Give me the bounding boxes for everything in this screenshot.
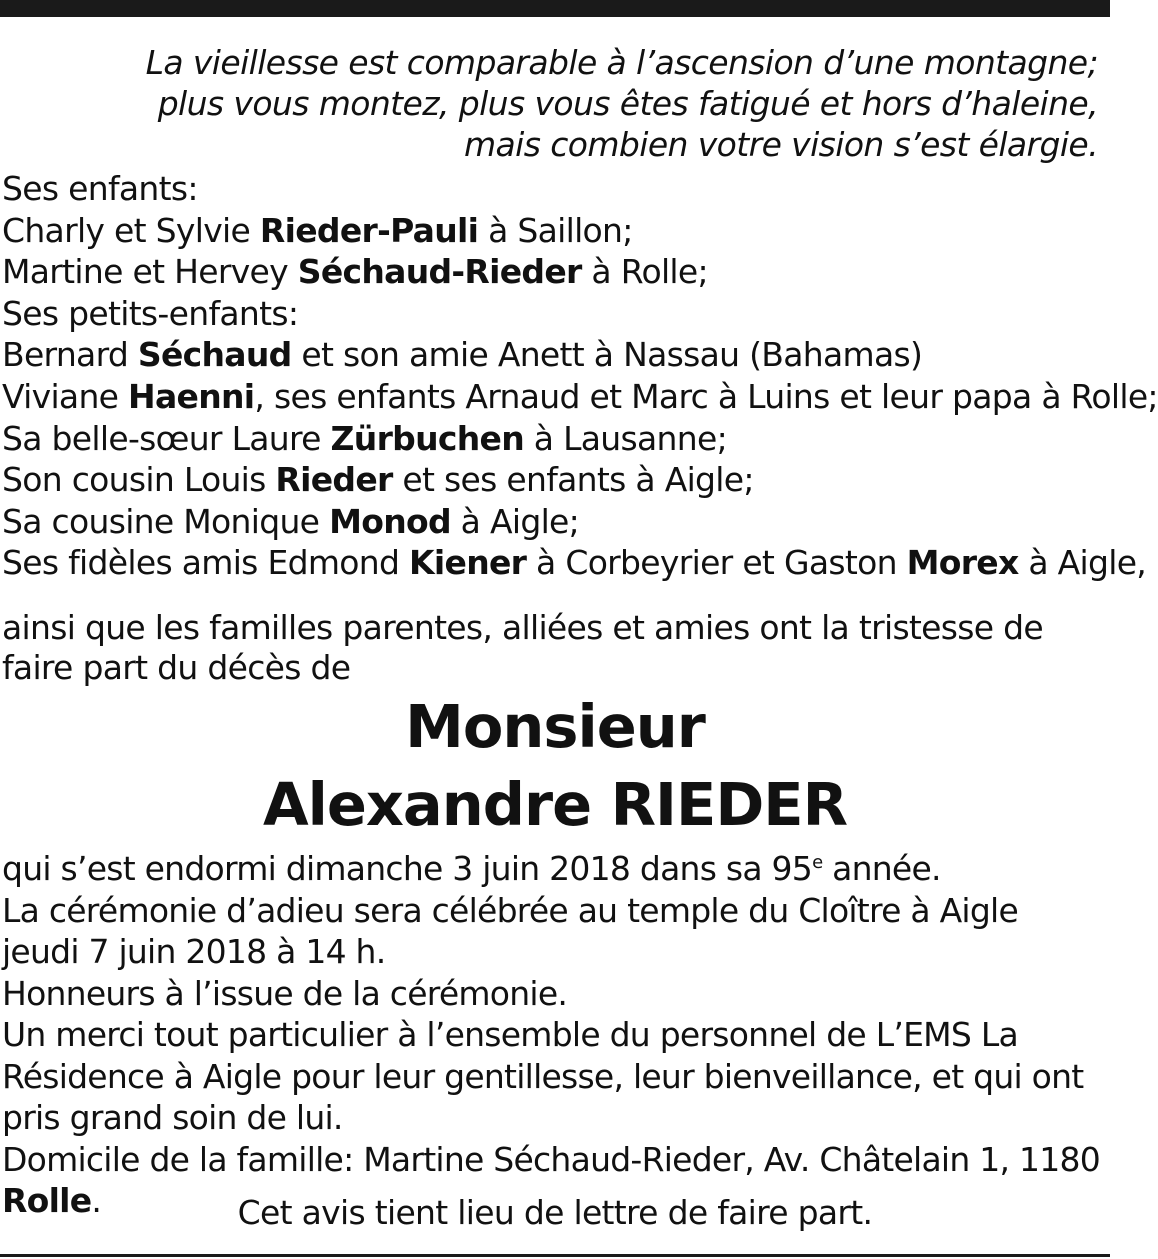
surname: Morex (906, 543, 1019, 583)
text: , ses enfants Arnaud et Marc à Luins et leur papa à Rolle; (254, 376, 1158, 416)
text: à Saillon; (478, 210, 633, 250)
details-block (2, 848, 1104, 1222)
grandchildren-heading: Ses petits-enfants: (2, 293, 299, 333)
bottom-rule (0, 1254, 1110, 1257)
text: à Corbeyrier et Gaston (526, 543, 907, 583)
text: et son amie Anett à Nassau (Bahamas) (291, 335, 923, 375)
thanks-notice: Un merci tout particulier à l’ensemble du personnel de L’EMS La Résidence à Aigle pour leur gentillesse, leur bienveillance, et qui ont pris grand soin de lui. (2, 1015, 1084, 1137)
surname: Rieder (275, 460, 393, 500)
quote-line: La vieillesse est comparable à l’ascension d’une montagne; (145, 43, 1098, 82)
surname: Zürbuchen (330, 418, 524, 458)
death-notice (2, 848, 1104, 890)
text: Ses fidèles amis Edmond (2, 543, 410, 583)
text: Viviane (2, 376, 129, 416)
family-line (2, 542, 1158, 584)
closing-note: Cet avis tient lieu de lettre de faire part. (237, 1193, 873, 1232)
honours-notice: Honneurs à l’issue de la cérémonie. (2, 973, 568, 1013)
quote-line: plus vous montez, plus vous êtes fatigué et hors d’haleine, (157, 84, 1098, 123)
text: . (91, 1181, 102, 1220)
text: année. (822, 849, 941, 888)
text: Sa cousine Monique (2, 501, 330, 541)
text: qui s’est endormi dimanche 3 juin 2018 dans sa 95 (2, 849, 813, 888)
family-line (2, 501, 1158, 543)
surname: Séchaud-Rieder (297, 252, 582, 292)
text: à Aigle; (450, 501, 580, 541)
surname: Kiener (409, 543, 527, 583)
family-line (2, 251, 1158, 293)
text: Martine et Hervey (2, 252, 298, 292)
text: Charly et Sylvie (2, 210, 260, 250)
text: à Lausanne; (524, 418, 727, 458)
family-list (2, 168, 1158, 584)
surname: Séchaud (137, 335, 292, 375)
text: Domicile de la famille: Martine Séchaud-Rieder, Av. Châtelain 1, 1180 (2, 1139, 1100, 1179)
superscript: e (812, 852, 823, 873)
deceased-name-block (0, 688, 1110, 844)
top-rule (0, 0, 1110, 17)
family-line (2, 418, 1158, 460)
text: Bernard (2, 335, 138, 375)
quote-line: mais combien votre vision s’est élargie. (464, 125, 1098, 164)
text: Sa belle-sœur Laure (2, 418, 331, 458)
surname: Rieder-Pauli (259, 210, 479, 250)
text: à Rolle; (581, 252, 708, 292)
epigraph-quote (146, 42, 1098, 165)
family-line (2, 459, 1158, 501)
family-line (2, 376, 1158, 418)
surname: Haenni (128, 376, 255, 416)
text: Son cousin Louis (2, 460, 276, 500)
text: à Aigle, (1018, 543, 1147, 583)
family-line (2, 210, 1158, 252)
surname: Monod (329, 501, 451, 541)
deceased-name: Alexandre RIEDER (262, 770, 848, 839)
family-line (2, 334, 1158, 376)
announcement-intro: ainsi que les familles parentes, alliées et amies ont la tristesse de faire part du décès de (2, 608, 1044, 687)
ceremony-notice: La cérémonie d’adieu sera célébrée au temple du Cloître à Aigle jeudi 7 juin 2018 à 14 h. (2, 890, 1019, 971)
deceased-title: Monsieur (405, 692, 705, 761)
children-heading: Ses enfants: (2, 169, 198, 208)
text: et ses enfants à Aigle; (392, 460, 754, 500)
city: Rolle (2, 1181, 92, 1220)
